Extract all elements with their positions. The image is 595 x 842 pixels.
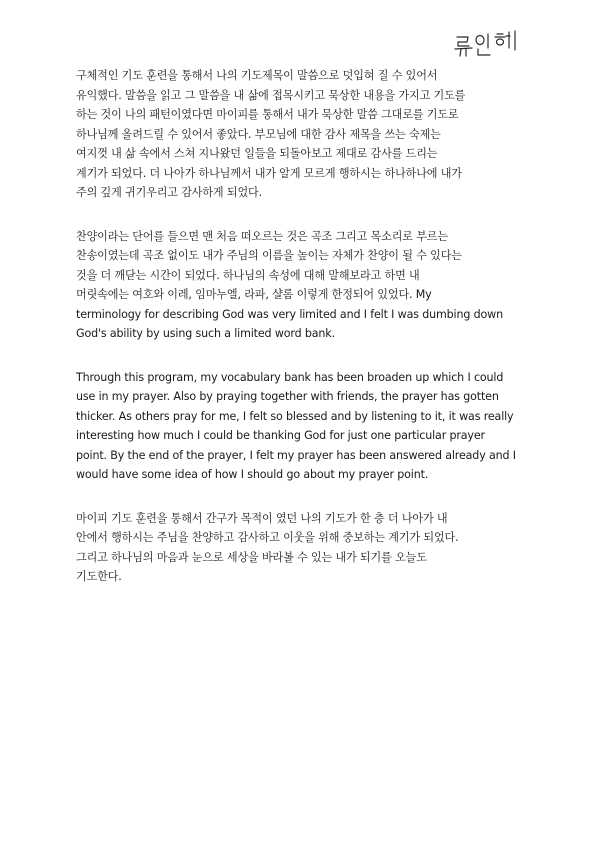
text-line: thicker. As others pray for me, I felt so blessed and by listening to it, it was really bbox=[76, 409, 514, 423]
text-line: 안에서 행하시는 주님을 찬양하고 감사하고 이웃을 위해 중보하는 계기가 되었다. bbox=[76, 531, 459, 544]
signature-image bbox=[453, 28, 521, 62]
text-line: God's ability by using such a limited word bank. bbox=[76, 327, 335, 340]
text-line: 그리고 하나님의 마음과 눈으로 세상을 바라볼 수 있는 내가 되기를 오늘도 bbox=[76, 550, 427, 564]
handwritten-signature bbox=[453, 28, 521, 62]
text-line: terminology for describing God was very limited and I felt I was dumbing down bbox=[76, 307, 503, 321]
paragraph-4 bbox=[76, 509, 544, 587]
text-line: 기도한다. bbox=[76, 570, 122, 583]
text-line: 여지껏 내 삶 속에서 스쳐 지나왔던 일들을 되돌아보고 제대로 감사를 드리는 bbox=[76, 147, 438, 160]
text-line: use in my prayer. Also by praying together with friends, the prayer has gotten bbox=[76, 390, 499, 403]
text-line: point. By the end of the prayer, I felt my prayer has been answered already and I bbox=[76, 448, 516, 462]
text-line: 하나님께 올려드릴 수 있어서 좋았다. 부모님에 대한 감사 제목을 쓰는 숙제는 bbox=[76, 127, 441, 141]
text-line: 찬양이라는 단어를 들으면 맨 처음 떠오르는 것은 곡조 그리고 목소리로 부르는 bbox=[76, 229, 448, 243]
text-line: 머릿속에는 여호와 이레, 임마누엘, 라파, 샬롬 이렇게 한정되어 있었다. My bbox=[76, 288, 432, 301]
text-line: 마이피 기도 훈련을 통해서 간구가 목적이 였던 나의 기도가 한 층 더 나아가 내 bbox=[76, 511, 448, 525]
text-line: interesting how much I could be thanking God for just one particular prayer bbox=[76, 429, 485, 442]
text-line: 유익했다. 말씀을 읽고 그 말씀을 내 삶에 접목시키고 묵상한 내용을 가지고 기도를 bbox=[76, 88, 466, 102]
text-line: 찬송이였는데 곡조 없이도 내가 주님의 이름을 높이는 자체가 찬양이 될 수 있다는 bbox=[76, 249, 462, 262]
text-line: 계기가 되었다. 더 나아가 하나님께서 내가 알게 모르게 행하시는 하나하나에 내가 bbox=[76, 166, 462, 180]
text-line: Through this program, my vocabulary bank has been broaden up which I could bbox=[76, 370, 504, 384]
text-line: 주의 깊게 귀기우리고 감사하게 되었다. bbox=[76, 186, 262, 199]
text-line: 것을 더 깨닫는 시간이 되었다. 하나님의 속성에 대해 말해보라고 하면 내 bbox=[76, 268, 420, 282]
body-text bbox=[76, 66, 544, 611]
text-line: would have some idea of how I should go about my prayer point. bbox=[76, 468, 429, 481]
text-line: 하는 것이 나의 패턴이였다면 마이피를 통해서 내가 묵상한 말씀 그대로를 기도로 bbox=[76, 108, 459, 121]
paragraph-3 bbox=[76, 368, 544, 485]
paragraph-2 bbox=[76, 227, 544, 344]
text-line: 구체적인 기도 훈련을 통해서 나의 기도제목이 말씀으로 덧입혀 질 수 있어서 bbox=[76, 69, 438, 82]
paragraph-1 bbox=[76, 66, 544, 203]
